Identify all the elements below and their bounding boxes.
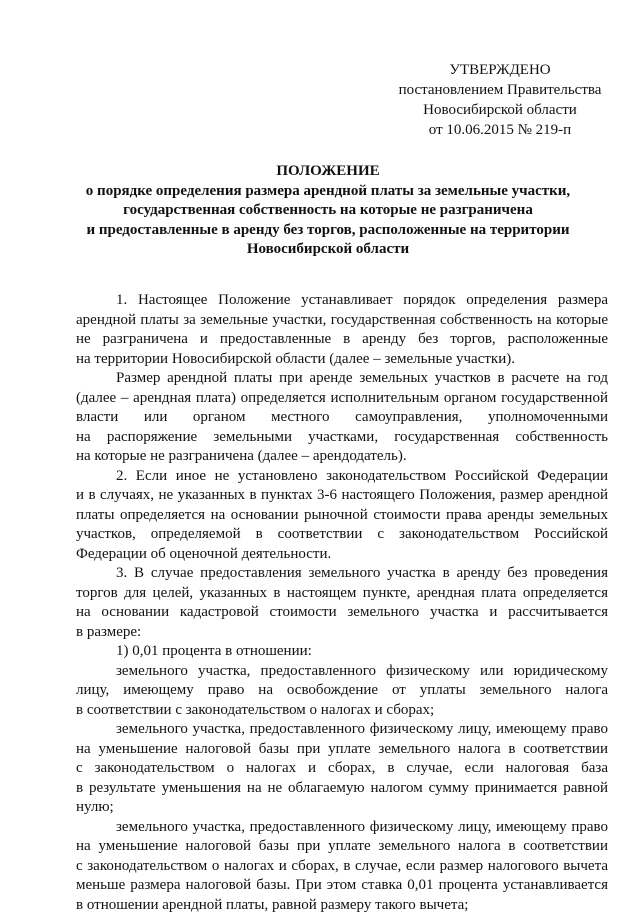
body-paragraph xyxy=(76,720,608,818)
body-paragraph xyxy=(76,564,608,642)
title-heading: ПОЛОЖЕНИЕ xyxy=(60,162,596,182)
body-paragraph xyxy=(76,467,608,565)
paragraph-line: на основании кадастровой стоимости земельного участка и рассчитывается xyxy=(76,603,608,623)
paragraph-line: на распоряжение земельными участками, государственная собственность xyxy=(76,428,608,448)
title-subtitle-line: о порядке определения размера арендной платы за земельные участки, xyxy=(60,182,596,202)
paragraph-line: власти или органом местного самоуправления, уполномоченными xyxy=(76,408,608,428)
paragraph-line: в отношении арендной платы, равной размеру такого вычета; xyxy=(76,896,608,915)
paragraph-line: Федерации об оценочной деятельности. xyxy=(76,545,608,565)
paragraph-line: участков, определяемой в соответствии с законодательством Российской xyxy=(76,525,608,545)
paragraph-line: в размере: xyxy=(76,623,608,643)
body-paragraph xyxy=(76,818,608,915)
body-paragraph xyxy=(76,642,608,662)
paragraph-line: Размер арендной платы при аренде земельных участков в расчете на год xyxy=(76,369,608,389)
paragraph-line: лицу, имеющему право на освобождение от уплаты земельного налога xyxy=(76,681,608,701)
title-subtitle-line: и предоставленные в аренду без торгов, расположенные на территории xyxy=(60,221,596,241)
paragraph-line: не разграничена и предоставленные в аренду без торгов, расположенные xyxy=(76,330,608,350)
approval-line: Новосибирской области xyxy=(380,100,620,120)
body-paragraph xyxy=(76,662,608,721)
paragraph-line: платы определяется на основании рыночной стоимости права аренды земельных xyxy=(76,506,608,526)
paragraph-line: (далее – арендная плата) определяется исполнительным органом государственной xyxy=(76,389,608,409)
paragraph-line: нулю; xyxy=(76,798,608,818)
approval-date: от 10.06.2015 № 219-п xyxy=(380,120,620,140)
paragraph-line: торгов для целей, указанных в настоящем пункте, арендная плата определяется xyxy=(76,584,608,604)
approval-line: постановлением Правительства xyxy=(380,80,620,100)
paragraph-line: на территории Новосибирской области (далее – земельные участки). xyxy=(76,350,608,370)
paragraph-line: земельного участка, предоставленного физическому лицу, имеющему право xyxy=(76,818,608,838)
paragraph-line: в результате уменьшения на не облагаемую налогом сумму принимается равной xyxy=(76,779,608,799)
body-paragraph xyxy=(76,291,608,369)
paragraph-line: земельного участка, предоставленного физическому или юридическому xyxy=(76,662,608,682)
title-subtitle-line: Новосибирской области xyxy=(60,240,596,260)
paragraph-line: на уменьшение налоговой базы при уплате земельного налога в соответствии xyxy=(76,837,608,857)
paragraph-line: в соответствии с законодательством о налогах и сборах; xyxy=(76,701,608,721)
paragraph-line: и в случаях, не указанных в пунктах 3-6 настоящего Положения, размер арендной xyxy=(76,486,608,506)
body-paragraph xyxy=(76,369,608,467)
title-subtitle-line: государственная собственность на которые не разграничена xyxy=(60,201,596,221)
document-title xyxy=(60,162,596,260)
paragraph-line: арендной платы за земельные участки, государственная собственность на которые xyxy=(76,311,608,331)
paragraph-line: 1) 0,01 процента в отношении: xyxy=(76,642,608,662)
paragraph-line: 3. В случае предоставления земельного участка в аренду без проведения xyxy=(76,564,608,584)
paragraph-line: земельного участка, предоставленного физическому лицу, имеющему право xyxy=(76,720,608,740)
approval-stamp xyxy=(380,60,620,140)
paragraph-line: с законодательством о налогах и сборах, в случае, если размер налогового вычета xyxy=(76,857,608,877)
document-body xyxy=(76,291,608,915)
approval-heading: УТВЕРЖДЕНО xyxy=(380,60,620,80)
paragraph-line: 1. Настоящее Положение устанавливает порядок определения размера xyxy=(76,291,608,311)
paragraph-line: меньше размера налоговой базы. При этом ставка 0,01 процента устанавливается xyxy=(76,876,608,896)
paragraph-line: 2. Если иное не установлено законодательством Российской Федерации xyxy=(76,467,608,487)
paragraph-line: с законодательством о налогах и сборах, в случае, если налоговая база xyxy=(76,759,608,779)
paragraph-line: на уменьшение налоговой базы при уплате земельного налога в соответствии xyxy=(76,740,608,760)
paragraph-line: на которые не разграничена (далее – арендодатель). xyxy=(76,447,608,467)
